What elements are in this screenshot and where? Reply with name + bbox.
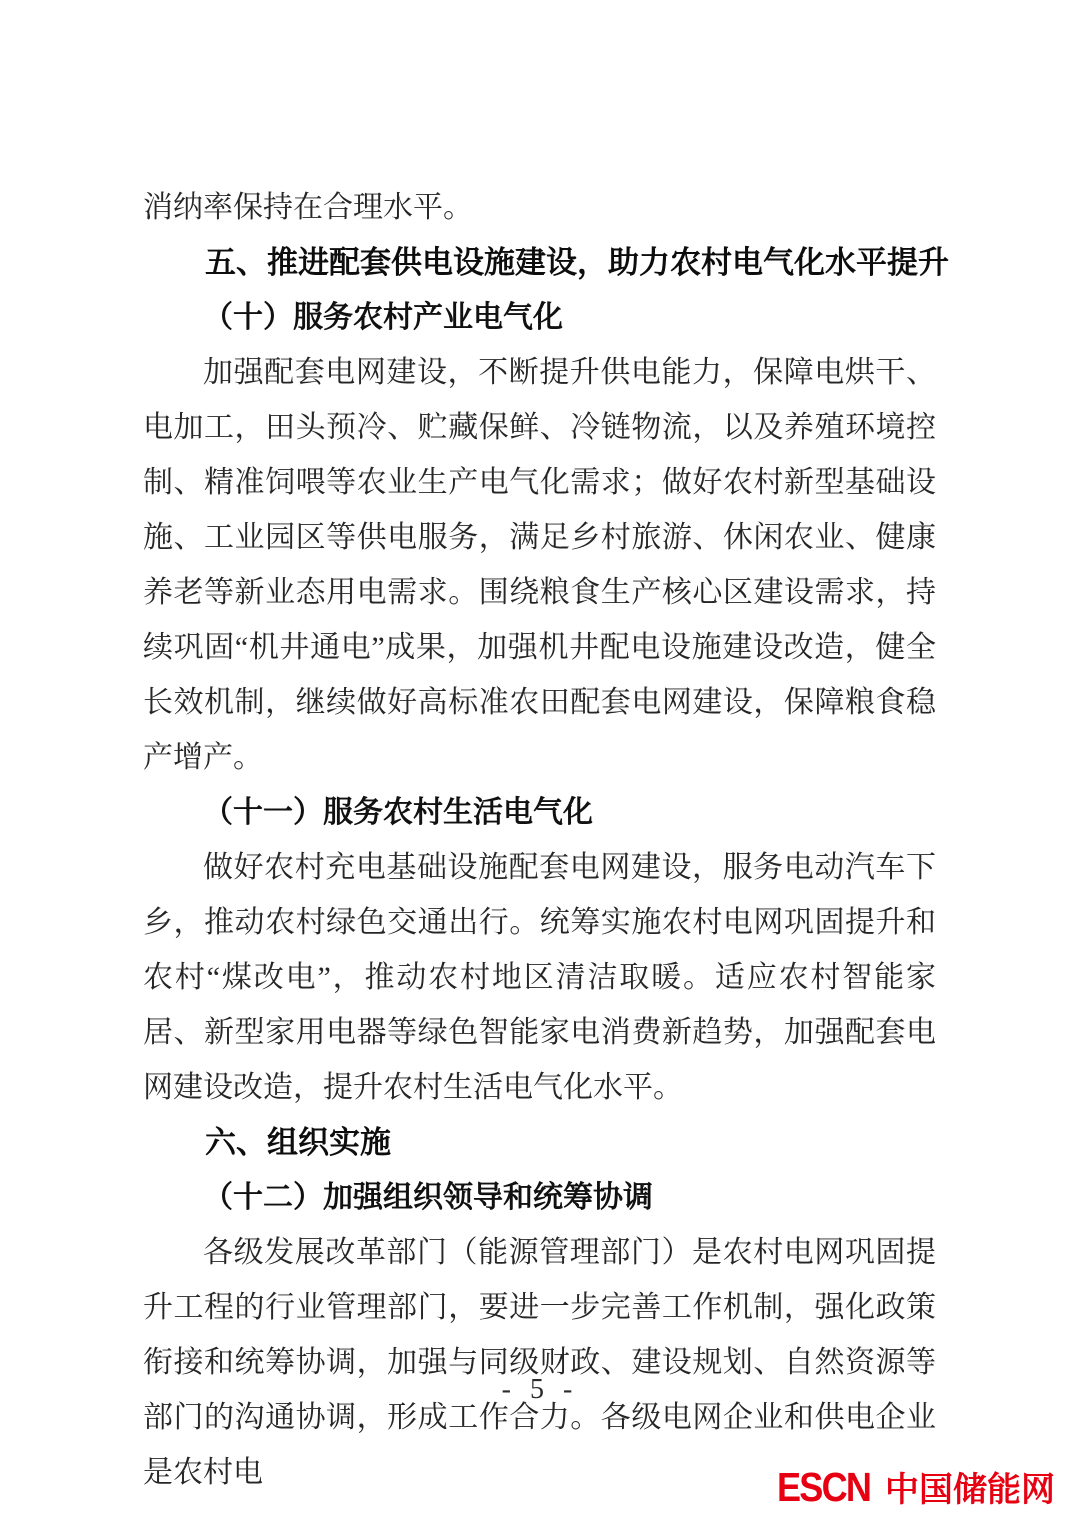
- page-number: - 5 -: [501, 1374, 579, 1405]
- subsection-heading-11: （十一）服务农村生活电气化: [203, 796, 593, 829]
- subsection-heading-12: （十二）加强组织领导和统筹协调: [203, 1181, 653, 1214]
- escn-logo: [777, 1462, 1055, 1511]
- escn-logo-cjk-text: 中国储能网: [885, 1471, 1055, 1509]
- document-body: [143, 180, 949, 1500]
- section-heading-5: 五、推进配套供电设施建设，助力农村电气化水平提升: [205, 245, 949, 280]
- paragraph-12: 各级发展改革部门（能源管理部门）是农村电网巩固提升工程的行业管理部门，要进一步完善工作机制，强化政策衔接和统筹协调，加强与同级财政、建设规划、自然资源等部门的沟通协调，形成工作合力。各级电网企业和供电企业是农村电: [143, 1236, 936, 1489]
- paragraph-11: 做好农村充电基础设施配套电网建设，服务电动汽车下乡，推动农村绿色交通出行。统筹实施农村电网巩固提升和农村“煤改电”，推动农村地区清洁取暖。适应农村智能家居、新型家用电器等绿色智能家电消费新趋势，加强配套电网建设改造，提升农村生活电气化水平。: [143, 851, 936, 1104]
- section-heading-6: 六、组织实施: [205, 1125, 391, 1160]
- escn-logo-latin-text: ESCN: [777, 1464, 871, 1510]
- paragraph-10: 加强配套电网建设，不断提升供电能力，保障电烘干、电加工，田头预冷、贮藏保鲜、冷链物流，以及养殖环境控制、精准饲喂等农业生产电气化需求；做好农村新型基础设施、工业园区等供电服务，满足乡村旅游、休闲农业、健康养老等新业态用电需求。围绕粮食生产核心区建设需求，持续巩固“机井通电”成果，加强机井配电设施建设改造，健全长效机制，继续做好高标准农田配套电网建设，保障粮食稳产增产。: [143, 356, 936, 774]
- paragraph-continuation: 消纳率保持在合理水平。: [143, 191, 473, 224]
- subsection-heading-10: （十）服务农村产业电气化: [203, 301, 563, 334]
